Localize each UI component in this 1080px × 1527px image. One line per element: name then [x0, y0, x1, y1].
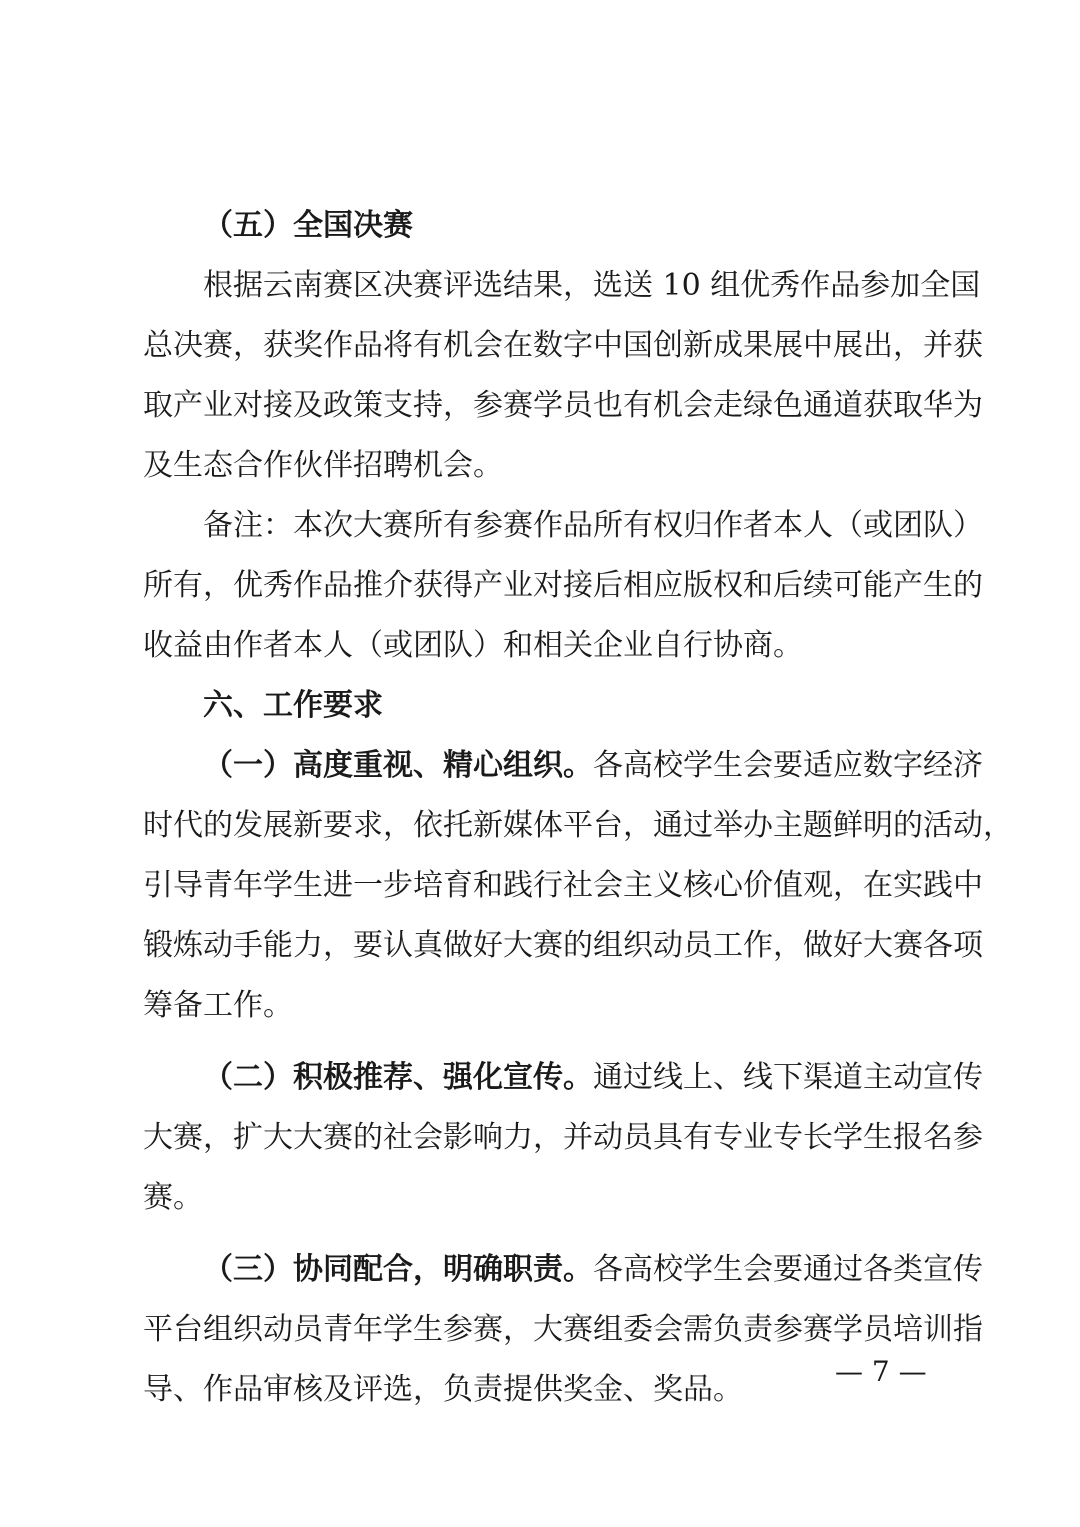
paragraph-line: 导、作品审核及评选，负责提供奖金、奖品。	[143, 1372, 743, 1407]
requirement-title: （二）积极推荐、强化宣传。	[203, 1060, 593, 1095]
paragraph-note	[143, 496, 983, 676]
requirement-title: （三）协同配合，明确职责。	[203, 1252, 593, 1287]
paragraph-requirement-1	[143, 736, 1013, 1036]
page-number: — 7 —	[835, 1355, 927, 1388]
section-heading-work-requirements: 六、工作要求	[203, 688, 383, 723]
requirement-text: 各高校学生会要适应数字经济	[593, 748, 983, 783]
paragraph-line	[143, 1240, 983, 1300]
paragraph-line	[143, 1048, 983, 1108]
paragraph-line: 赛。	[143, 1180, 203, 1215]
paragraph-line: 及生态合作伙伴招聘机会。	[143, 448, 503, 483]
paragraph-line: 引导青年学生进一步培育和践行社会主义核心价值观，在实践中	[143, 868, 983, 903]
requirement-title: （一）高度重视、精心组织。	[203, 748, 593, 783]
paragraph-line: 时代的发展新要求，依托新媒体平台，通过举办主题鲜明的活动，	[143, 808, 1013, 843]
requirement-text: 各高校学生会要通过各类宣传	[593, 1252, 983, 1287]
paragraph-line: 所有，优秀作品推介获得产业对接后相应版权和后续可能产生的	[143, 568, 983, 603]
paragraph-requirement-2	[143, 1048, 983, 1228]
paragraph-line: 锻炼动手能力，要认真做好大赛的组织动员工作，做好大赛各项	[143, 928, 983, 963]
requirement-text: 通过线上、线下渠道主动宣传	[593, 1060, 983, 1095]
paragraph-line: 收益由作者本人（或团队）和相关企业自行协商。	[143, 628, 803, 663]
section-heading-national-finals: （五）全国决赛	[203, 208, 413, 243]
paragraph-line: 筹备工作。	[143, 988, 293, 1023]
paragraph-requirement-3	[143, 1240, 983, 1420]
paragraph-line: 总决赛，获奖作品将有机会在数字中国创新成果展中展出，并获	[143, 328, 983, 363]
paragraph-line: 根据云南赛区决赛评选结果，选送 10 组优秀作品参加全国	[203, 268, 981, 303]
paragraph-line: 大赛，扩大大赛的社会影响力，并动员具有专业专长学生报名参	[143, 1120, 983, 1155]
paragraph-national-finals	[143, 256, 983, 496]
paragraph-line	[143, 736, 983, 796]
paragraph-line: 取产业对接及政策支持，参赛学员也有机会走绿色通道获取华为	[143, 388, 983, 423]
document-body	[143, 196, 1013, 1420]
paragraph-line: 平台组织动员青年学生参赛，大赛组委会需负责参赛学员培训指	[143, 1312, 983, 1347]
paragraph-line: 备注：本次大赛所有参赛作品所有权归作者本人（或团队）	[203, 508, 983, 543]
